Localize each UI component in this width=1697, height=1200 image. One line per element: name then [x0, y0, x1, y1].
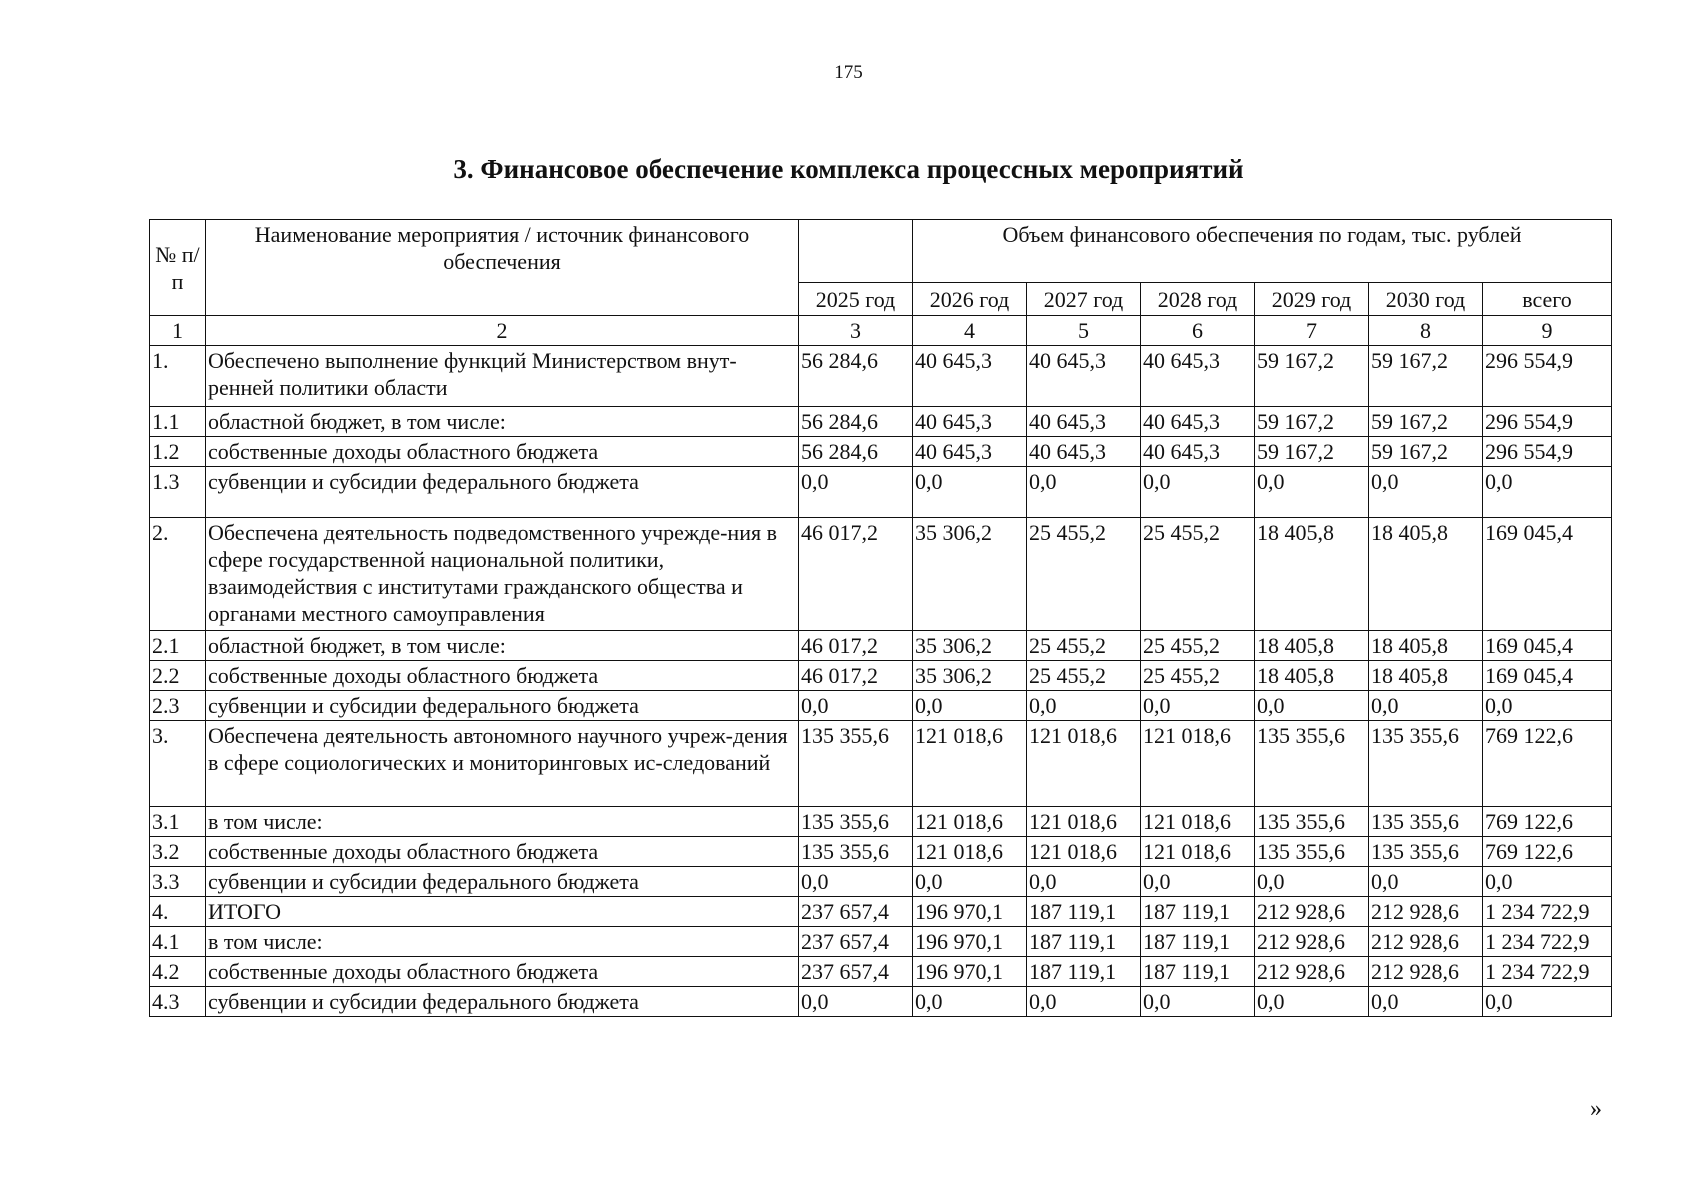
row-year-value: 237 657,4	[799, 897, 913, 927]
row-year-value: 135 355,6	[799, 721, 913, 807]
column-number: 2	[206, 316, 799, 346]
row-index: 1.1	[150, 407, 206, 437]
row-name: Обеспечено выполнение функций Министерством внут-ренней политики области	[206, 346, 799, 407]
header-row-1	[150, 220, 1612, 283]
row-year-value: 0,0	[1369, 691, 1483, 721]
row-year-value: 56 284,6	[799, 346, 913, 407]
table-row	[150, 987, 1612, 1017]
row-year-value: 187 119,1	[1027, 897, 1141, 927]
header-year: 2025 год	[799, 283, 913, 316]
row-year-value: 121 018,6	[1141, 807, 1255, 837]
row-index: 4.	[150, 897, 206, 927]
row-year-value: 212 928,6	[1369, 897, 1483, 927]
column-number: 4	[913, 316, 1027, 346]
header-year: 2029 год	[1255, 283, 1369, 316]
row-year-value: 0,0	[913, 867, 1027, 897]
column-number: 6	[1141, 316, 1255, 346]
column-number: 8	[1369, 316, 1483, 346]
row-index: 2.2	[150, 661, 206, 691]
table-row	[150, 631, 1612, 661]
page-title: 3. Финансовое обеспечение комплекса процессных мероприятий	[453, 154, 1244, 184]
row-year-value: 0,0	[799, 691, 913, 721]
row-name: Обеспечена деятельность автономного научного учреж-дения в сфере социологических и мониторинговых ис-следований	[206, 721, 799, 807]
row-year-value: 40 645,3	[1027, 407, 1141, 437]
row-year-value: 40 645,3	[913, 437, 1027, 467]
row-year-value: 237 657,4	[799, 957, 913, 987]
row-year-value: 187 119,1	[1027, 957, 1141, 987]
row-year-value: 0,0	[913, 987, 1027, 1017]
row-total-value: 769 122,6	[1483, 807, 1612, 837]
row-year-value: 0,0	[1141, 691, 1255, 721]
column-number: 5	[1027, 316, 1141, 346]
row-year-value: 121 018,6	[1027, 837, 1141, 867]
row-name: субвенции и субсидии федерального бюджета	[206, 691, 799, 721]
row-year-value: 59 167,2	[1255, 407, 1369, 437]
row-year-value: 0,0	[799, 867, 913, 897]
row-year-value: 59 167,2	[1255, 437, 1369, 467]
row-year-value: 18 405,8	[1369, 631, 1483, 661]
header-year: 2027 год	[1027, 283, 1141, 316]
row-year-value: 35 306,2	[913, 661, 1027, 691]
row-year-value: 135 355,6	[1255, 807, 1369, 837]
row-year-value: 196 970,1	[913, 957, 1027, 987]
row-year-value: 59 167,2	[1369, 407, 1483, 437]
table-row	[150, 897, 1612, 927]
row-index: 2.	[150, 518, 206, 631]
row-year-value: 0,0	[1255, 867, 1369, 897]
row-year-value: 187 119,1	[1141, 957, 1255, 987]
row-total-value: 169 045,4	[1483, 518, 1612, 631]
table-row	[150, 691, 1612, 721]
row-year-value: 0,0	[1141, 867, 1255, 897]
row-year-value: 0,0	[1141, 987, 1255, 1017]
row-year-value: 135 355,6	[799, 837, 913, 867]
row-year-value: 0,0	[1369, 867, 1483, 897]
row-year-value: 135 355,6	[1369, 721, 1483, 807]
row-year-value: 187 119,1	[1027, 927, 1141, 957]
row-year-value: 40 645,3	[1027, 346, 1141, 407]
row-year-value: 25 455,2	[1141, 661, 1255, 691]
row-year-value: 0,0	[1369, 987, 1483, 1017]
header-year: 2028 год	[1141, 283, 1255, 316]
row-year-value: 56 284,6	[799, 437, 913, 467]
row-index: 4.1	[150, 927, 206, 957]
row-index: 3.1	[150, 807, 206, 837]
row-year-value: 135 355,6	[1255, 721, 1369, 807]
row-year-value: 212 928,6	[1369, 927, 1483, 957]
table-row	[150, 467, 1612, 518]
header-name: Наименование мероприятия / источник финансового обеспечения	[206, 220, 799, 316]
row-year-value: 135 355,6	[1369, 837, 1483, 867]
row-name: субвенции и субсидии федерального бюджета	[206, 867, 799, 897]
table-row	[150, 346, 1612, 407]
row-year-value: 121 018,6	[1141, 837, 1255, 867]
row-name: в том числе:	[206, 807, 799, 837]
row-total-value: 296 554,9	[1483, 437, 1612, 467]
row-year-value: 35 306,2	[913, 518, 1027, 631]
row-total-value: 0,0	[1483, 467, 1612, 518]
table-row	[150, 437, 1612, 467]
row-year-value: 25 455,2	[1027, 631, 1141, 661]
row-year-value: 0,0	[1255, 467, 1369, 518]
row-year-value: 121 018,6	[1027, 721, 1141, 807]
row-year-value: 40 645,3	[913, 346, 1027, 407]
row-index: 2.3	[150, 691, 206, 721]
row-total-value: 169 045,4	[1483, 661, 1612, 691]
row-year-value: 187 119,1	[1141, 897, 1255, 927]
row-name: ИТОГО	[206, 897, 799, 927]
row-year-value: 212 928,6	[1369, 957, 1483, 987]
row-year-value: 0,0	[1027, 987, 1141, 1017]
header-year: 2030 год	[1369, 283, 1483, 316]
table-row	[150, 661, 1612, 691]
row-name: собственные доходы областного бюджета	[206, 437, 799, 467]
row-year-value: 25 455,2	[1141, 631, 1255, 661]
table-row	[150, 957, 1612, 987]
row-year-value: 237 657,4	[799, 927, 913, 957]
row-total-value: 296 554,9	[1483, 346, 1612, 407]
row-year-value: 40 645,3	[1141, 346, 1255, 407]
row-total-value: 769 122,6	[1483, 837, 1612, 867]
row-year-value: 0,0	[1027, 867, 1141, 897]
row-name: субвенции и субсидии федерального бюджета	[206, 987, 799, 1017]
table-row	[150, 518, 1612, 631]
row-year-value: 40 645,3	[913, 407, 1027, 437]
row-year-value: 0,0	[913, 691, 1027, 721]
row-year-value: 187 119,1	[1141, 927, 1255, 957]
page-number: 175	[834, 62, 863, 83]
row-total-value: 296 554,9	[1483, 407, 1612, 437]
row-total-value: 169 045,4	[1483, 631, 1612, 661]
row-name: областной бюджет, в том числе:	[206, 631, 799, 661]
table-row	[150, 837, 1612, 867]
row-year-value: 59 167,2	[1255, 346, 1369, 407]
row-year-value: 25 455,2	[1027, 661, 1141, 691]
header-empty	[799, 220, 913, 283]
row-year-value: 0,0	[1255, 987, 1369, 1017]
table-body	[150, 346, 1612, 1017]
column-number: 1	[150, 316, 206, 346]
row-year-value: 121 018,6	[913, 837, 1027, 867]
column-number: 3	[799, 316, 913, 346]
row-year-value: 0,0	[1027, 467, 1141, 518]
row-name: собственные доходы областного бюджета	[206, 837, 799, 867]
row-year-value: 56 284,6	[799, 407, 913, 437]
row-index: 3.3	[150, 867, 206, 897]
row-year-value: 121 018,6	[1027, 807, 1141, 837]
table-row	[150, 407, 1612, 437]
row-year-value: 121 018,6	[913, 807, 1027, 837]
row-year-value: 0,0	[799, 467, 913, 518]
row-year-value: 40 645,3	[1027, 437, 1141, 467]
row-year-value: 0,0	[1255, 691, 1369, 721]
column-number: 9	[1483, 316, 1612, 346]
row-name: субвенции и субсидии федерального бюджета	[206, 467, 799, 518]
row-year-value: 212 928,6	[1255, 897, 1369, 927]
header-total: всего	[1483, 283, 1612, 316]
row-total-value: 769 122,6	[1483, 721, 1612, 807]
row-year-value: 18 405,8	[1255, 518, 1369, 631]
table-row	[150, 927, 1612, 957]
column-number-row	[150, 316, 1612, 346]
header-year: 2026 год	[913, 283, 1027, 316]
row-index: 3.	[150, 721, 206, 807]
row-year-value: 196 970,1	[913, 927, 1027, 957]
row-total-value: 1 234 722,9	[1483, 957, 1612, 987]
row-index: 4.3	[150, 987, 206, 1017]
row-year-value: 40 645,3	[1141, 437, 1255, 467]
row-year-value: 135 355,6	[1255, 837, 1369, 867]
row-year-value: 25 455,2	[1141, 518, 1255, 631]
row-year-value: 35 306,2	[913, 631, 1027, 661]
header-volume: Объем финансового обеспечения по годам, тыс. рублей	[913, 220, 1612, 283]
table-row	[150, 721, 1612, 807]
row-year-value: 59 167,2	[1369, 437, 1483, 467]
row-year-value: 0,0	[913, 467, 1027, 518]
column-number: 7	[1255, 316, 1369, 346]
row-year-value: 18 405,8	[1369, 518, 1483, 631]
row-year-value: 135 355,6	[1369, 807, 1483, 837]
row-year-value: 0,0	[1369, 467, 1483, 518]
row-year-value: 196 970,1	[913, 897, 1027, 927]
row-year-value: 121 018,6	[913, 721, 1027, 807]
row-year-value: 0,0	[1027, 691, 1141, 721]
row-total-value: 0,0	[1483, 867, 1612, 897]
row-year-value: 18 405,8	[1255, 661, 1369, 691]
row-index: 2.1	[150, 631, 206, 661]
row-year-value: 18 405,8	[1369, 661, 1483, 691]
row-year-value: 0,0	[799, 987, 913, 1017]
row-index: 4.2	[150, 957, 206, 987]
closing-quote-mark: »	[1590, 1096, 1602, 1122]
row-year-value: 121 018,6	[1141, 721, 1255, 807]
table-row	[150, 807, 1612, 837]
row-year-value: 135 355,6	[799, 807, 913, 837]
row-name: в том числе:	[206, 927, 799, 957]
row-name: областной бюджет, в том числе:	[206, 407, 799, 437]
row-year-value: 18 405,8	[1255, 631, 1369, 661]
row-year-value: 25 455,2	[1027, 518, 1141, 631]
row-year-value: 212 928,6	[1255, 927, 1369, 957]
row-year-value: 59 167,2	[1369, 346, 1483, 407]
row-name: собственные доходы областного бюджета	[206, 661, 799, 691]
row-year-value: 46 017,2	[799, 661, 913, 691]
row-total-value: 0,0	[1483, 987, 1612, 1017]
row-index: 1.	[150, 346, 206, 407]
row-total-value: 1 234 722,9	[1483, 927, 1612, 957]
row-year-value: 46 017,2	[799, 631, 913, 661]
row-name: Обеспечена деятельность подведомственного учрежде-ния в сфере государственной национальной политики, взаимодействия с институтами гражданского общества и органами местного самоуправления	[206, 518, 799, 631]
header-num: № п/п	[150, 220, 206, 316]
row-year-value: 212 928,6	[1255, 957, 1369, 987]
row-index: 3.2	[150, 837, 206, 867]
row-year-value: 40 645,3	[1141, 407, 1255, 437]
row-total-value: 1 234 722,9	[1483, 897, 1612, 927]
table-row	[150, 867, 1612, 897]
row-total-value: 0,0	[1483, 691, 1612, 721]
financing-table	[149, 219, 1612, 1017]
row-year-value: 46 017,2	[799, 518, 913, 631]
row-name: собственные доходы областного бюджета	[206, 957, 799, 987]
row-year-value: 0,0	[1141, 467, 1255, 518]
row-index: 1.2	[150, 437, 206, 467]
row-index: 1.3	[150, 467, 206, 518]
